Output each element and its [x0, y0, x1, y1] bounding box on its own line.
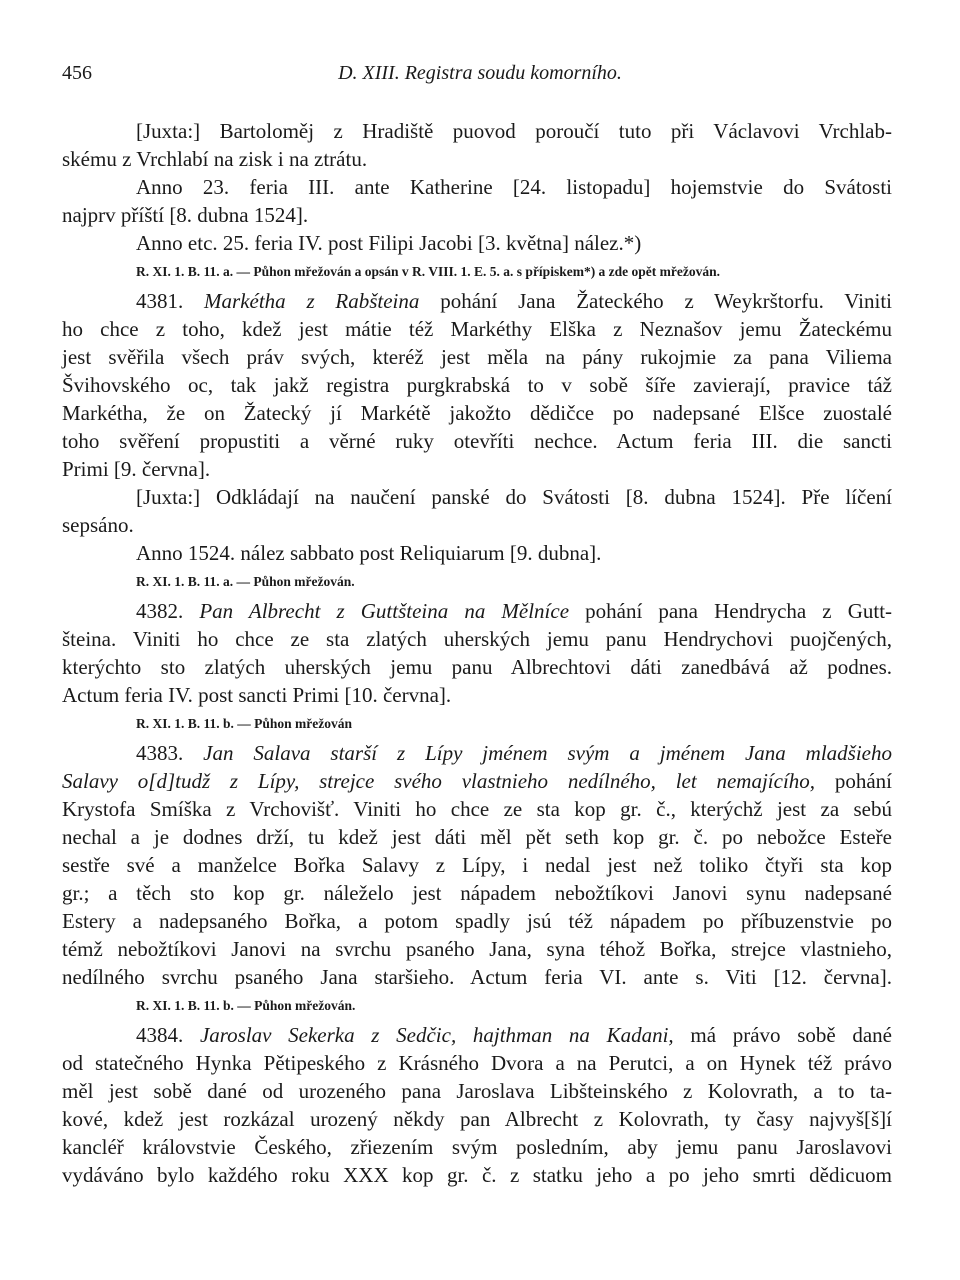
party-name: Markétha z Rabšteina [204, 289, 420, 313]
entry-number: 4384. [136, 1023, 184, 1047]
text-line: skému z Vrchlabí na zisk i na ztrátu. [62, 147, 368, 171]
page-number: 456 [62, 62, 92, 84]
entry-heading-4384 [136, 1021, 892, 1049]
text-line: kové, kdež jest rozkázal urozený někdy pan Albrecht z Kolovrath, ty časy najvyš[š]í [62, 1107, 892, 1131]
party-name: Pan Albrecht z Guttšteina na Mělníce [199, 599, 570, 623]
text-line: Krystofa Smíška z Vrchovišť. Viniti ho chce ze sta kop gr. č., kterýchž jest za sebú [62, 797, 892, 821]
text-line: jest svěřila všech práv svých, kteréž jest měla na pány rukojmie za pana Viliema [62, 345, 892, 369]
text-line: toho svěření propustiti a věrné ruky otevříti nechce. Actum feria III. die sancti [62, 429, 892, 453]
text-line: vydáváno bylo každého roku XXX kop gr. č. z statku jeho a po jeho smrti dědicuom [62, 1163, 892, 1187]
text-line: sepsáno. [62, 513, 134, 537]
entry-text: má právo sobě dané [690, 1023, 893, 1047]
text-line: šteina. Viniti ho chce ze sta zlatých uherských jemu panu Hendrychovi puojčených, [62, 627, 892, 651]
text-line: Anno 1524. nález sabbato post Reliquiarum [9. dubna]. [136, 541, 602, 565]
source-note: R. XI. 1. B. 11. b. — Půhon mřežován. [136, 998, 356, 1013]
text-line: [Juxta:] Odkládají na naučení panské do Svátosti [8. dubna 1524]. Pře líčení [136, 485, 892, 509]
source-note: R. XI. 1. B. 11. a. — Půhon mřežován a opsán v R. VIII. 1. E. 5. a. s přípiskem*) a zde opět mřežován. [136, 264, 721, 279]
text-line: nedílného svrchu psaného Jana staršieho. Actum feria VI. ante s. Viti [12. června]. [62, 965, 892, 989]
source-note: R. XI. 1. B. 11. b. — Půhon mřežován [136, 716, 353, 731]
entry-heading-4383 [136, 739, 892, 767]
text-line: Estery a nadepsaného Bořka, a potom spadly jsú též nápadem po příbuzenstvie po [62, 909, 892, 933]
text-line: kancléř královstvie Českého, zřiezením svým posledním, aby jemu panu Jaroslavovi [62, 1135, 892, 1159]
text-line: sestře své a manželce Bořka Salavy z Lípy, i nedal jest než toliko čtyři sta kop [62, 853, 892, 877]
text-line: Primi [9. června]. [62, 457, 211, 481]
text-line: ho chce z toho, kdež jest mátie též Markéthy Elška z Neznašov jemu Žateckému [62, 317, 892, 341]
entry-heading-4381 [136, 287, 892, 315]
text-line: Actum feria IV. post sancti Primi [10. června]. [62, 683, 452, 707]
text-line: od statečného Hynka Pětipeského z Krásného Dvora a na Perutci, a on Hynek též právo [62, 1051, 892, 1075]
text-line: najprv příští [8. dubna 1524]. [62, 203, 309, 227]
text-line: Anno etc. 25. feria IV. post Filipi Jacobi [3. května] nález.*) [136, 231, 642, 255]
entry-heading-4382 [136, 597, 892, 625]
entry-text: pohání [834, 769, 892, 793]
text-line: Anno 23. feria III. ante Katherine [24. listopadu] hojemstvie do Svátosti [136, 175, 892, 199]
text-line [62, 767, 892, 795]
text-line: kterýchto sto zlatých uherských jemu panu Albrechtovi dáti zanedbává až podnes. [62, 655, 892, 679]
entry-number: 4381. [136, 289, 184, 313]
running-head: D. XIII. Registra soudu komorního. [338, 62, 622, 84]
entry-number: 4382. [136, 599, 184, 623]
text-line: témž nebožtíkovi Janovi na svrchu psaného Jana, syna téhož Bořka, strejce vlastnieho, [62, 937, 892, 961]
source-note: R. XI. 1. B. 11. a. — Půhon mřežován. [136, 574, 355, 589]
text-line: Švihovského oc, tak jakž registra purgkrabská to v sobě šíře zavierají, pravice táž [62, 373, 892, 397]
text-line: [Juxta:] Bartoloměj z Hradiště puovod poroučí tuto při Václavovi Vrchlab- [136, 119, 892, 143]
text-line: Markétha, že on Žatecký jí Markétě jakožto dědičce po nadepsané Elšce zuostalé [62, 401, 892, 425]
entry-number: 4383. [136, 741, 184, 765]
page-header [62, 62, 898, 94]
text-line: měl jest sobě dané od urozeného pana Jaroslava Libšteinského z Kolovrath, a to ta- [62, 1079, 892, 1103]
party-name-cont: Salavy o[d]tudž z Lípy, strejce svého vlastnieho nedílného, let nemajícího, [62, 769, 816, 793]
party-name: Jan Salava starší z Lípy jménem svým a jménem Jana mladšieho [203, 741, 893, 765]
text-line: gr.; a těch sto kop gr. náleželo jest nápadem nebožtíkovi Janovi synu nadepsané [62, 881, 892, 905]
party-name: Jaroslav Sekerka z Sedčic, hajthman na Kadani, [199, 1023, 674, 1047]
text-line: nechal a je dodnes drží, tu kdež jest dáti měl pět seth kop gr. č. po nebožce Esteře [62, 825, 892, 849]
entry-text: pohání Jana Žateckého z Weykrštorfu. Viniti [440, 289, 893, 313]
entry-text: pohání pana Hendrycha z Gutt- [585, 599, 893, 623]
